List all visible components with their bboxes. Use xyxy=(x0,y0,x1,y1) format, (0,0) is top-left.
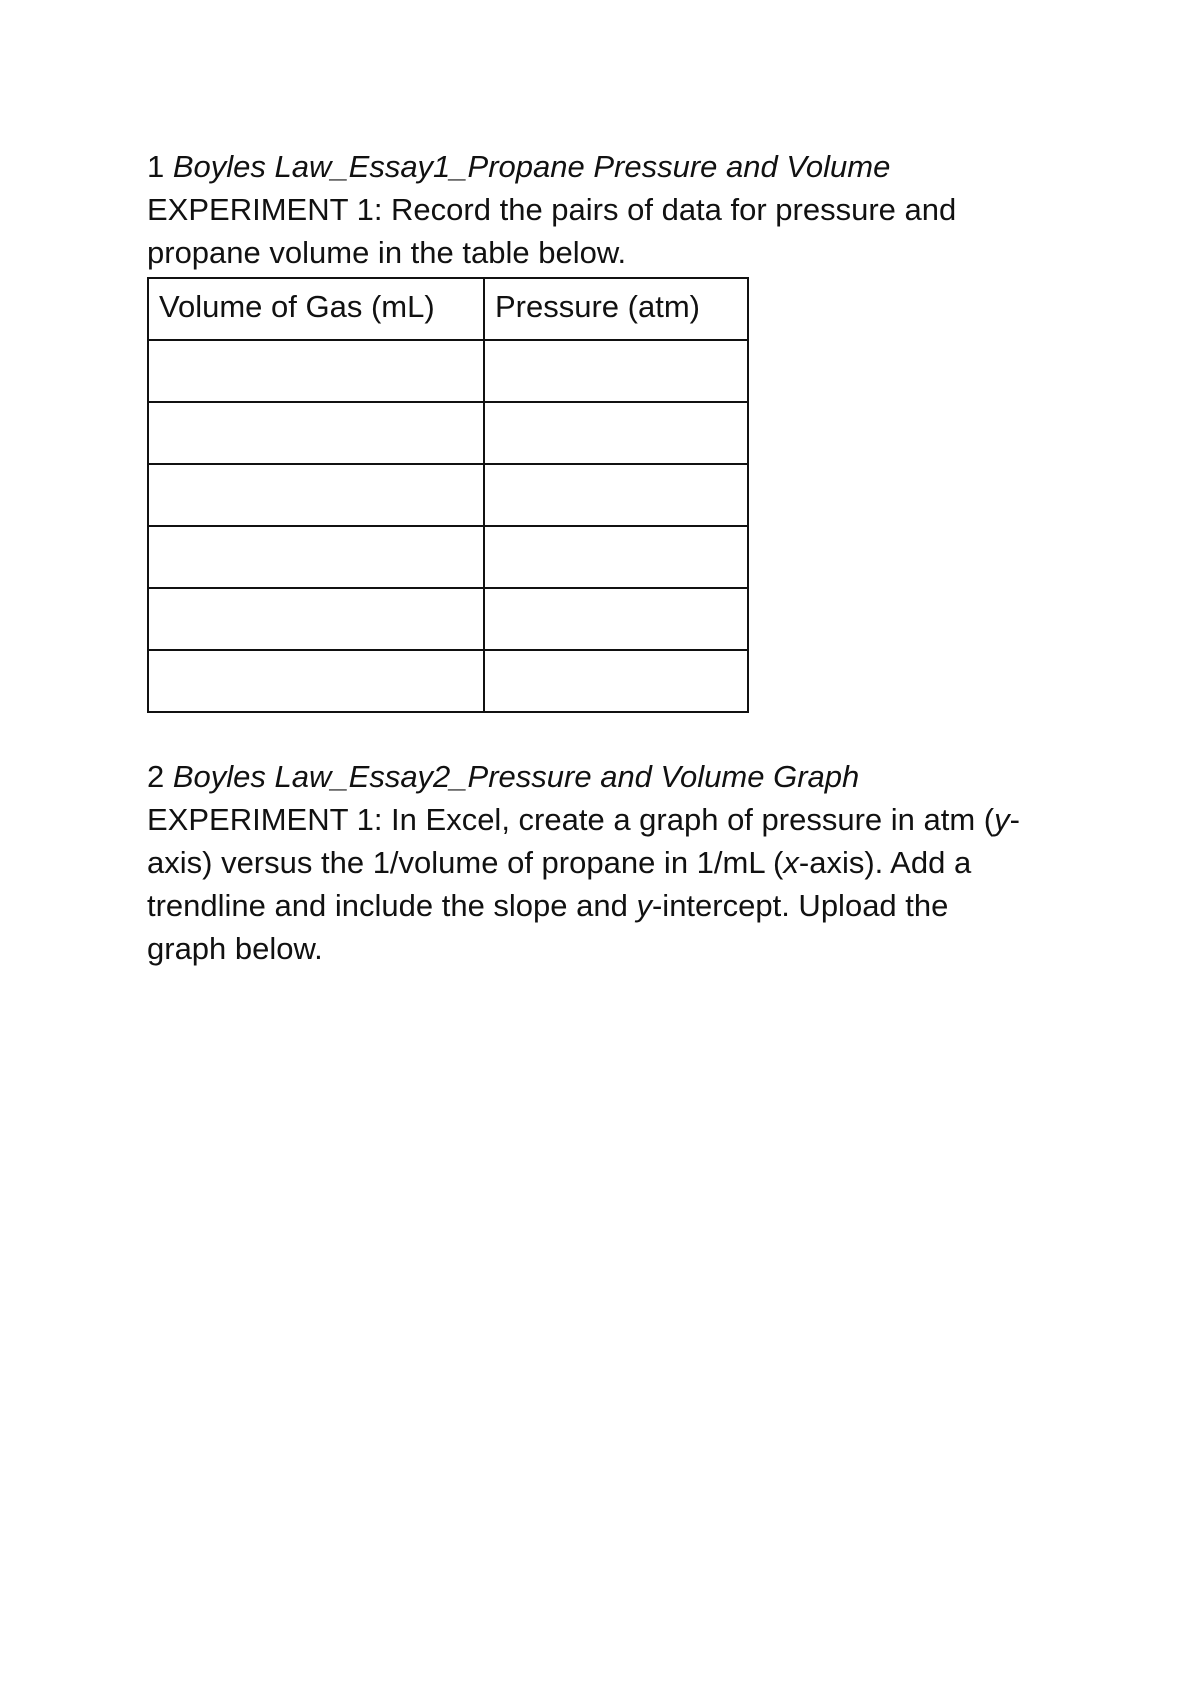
volume-cell[interactable] xyxy=(148,650,484,712)
prompt-text: EXPERIMENT 1: In Excel, create a graph of pressure in atm ( xyxy=(147,802,995,837)
volume-cell[interactable] xyxy=(148,464,484,526)
prompt-text: trendline and include the slope and xyxy=(147,888,637,923)
question-2-prompt-line-2 xyxy=(147,841,1077,884)
pressure-cell[interactable] xyxy=(484,402,748,464)
volume-cell[interactable] xyxy=(148,588,484,650)
question-2-prompt-line-4 xyxy=(147,927,1077,970)
table-header-row xyxy=(148,278,748,340)
pressure-column-header: Pressure (atm) xyxy=(484,278,748,340)
volume-column-header: Volume of Gas (mL) xyxy=(148,278,484,340)
question-1-number: 1 xyxy=(147,149,165,184)
page-content xyxy=(147,145,1077,970)
prompt-text: - xyxy=(1009,802,1020,837)
question-1 xyxy=(147,145,1077,713)
question-1-prompt-line-2: propane volume in the table below. xyxy=(147,235,627,270)
prompt-text: -axis). Add a xyxy=(798,845,972,880)
pressure-cell[interactable] xyxy=(484,464,748,526)
pressure-cell[interactable] xyxy=(484,588,748,650)
question-2-title: Boyles Law_Essay2_Pressure and Volume Graph xyxy=(172,759,860,794)
table-row xyxy=(148,588,748,650)
prompt-variable: x xyxy=(783,845,799,880)
volume-cell[interactable] xyxy=(148,402,484,464)
question-1-prompt-line-1: EXPERIMENT 1: Record the pairs of data for pressure and xyxy=(147,192,957,227)
volume-cell[interactable] xyxy=(148,526,484,588)
table-row xyxy=(148,464,748,526)
prompt-variable: y xyxy=(994,802,1010,837)
volume-cell[interactable] xyxy=(148,340,484,402)
pressure-volume-table xyxy=(147,277,749,713)
question-2 xyxy=(147,755,1077,970)
prompt-variable: y xyxy=(636,888,652,923)
table-row xyxy=(148,526,748,588)
question-2-prompt-line-1 xyxy=(147,798,1077,841)
prompt-text: graph below. xyxy=(147,931,323,966)
pressure-cell[interactable] xyxy=(484,526,748,588)
prompt-text: axis) versus the 1/volume of propane in 1/mL ( xyxy=(147,845,784,880)
pressure-cell[interactable] xyxy=(484,650,748,712)
question-1-heading xyxy=(147,145,1077,188)
table-row xyxy=(148,402,748,464)
question-2-heading xyxy=(147,755,1077,798)
table-row xyxy=(148,340,748,402)
question-2-prompt-line-3 xyxy=(147,884,1077,927)
table-row xyxy=(148,650,748,712)
prompt-text: -intercept. Upload the xyxy=(651,888,949,923)
question-1-title: Boyles Law_Essay1_Propane Pressure and Volume xyxy=(172,149,891,184)
question-2-number: 2 xyxy=(147,759,165,794)
pressure-cell[interactable] xyxy=(484,340,748,402)
